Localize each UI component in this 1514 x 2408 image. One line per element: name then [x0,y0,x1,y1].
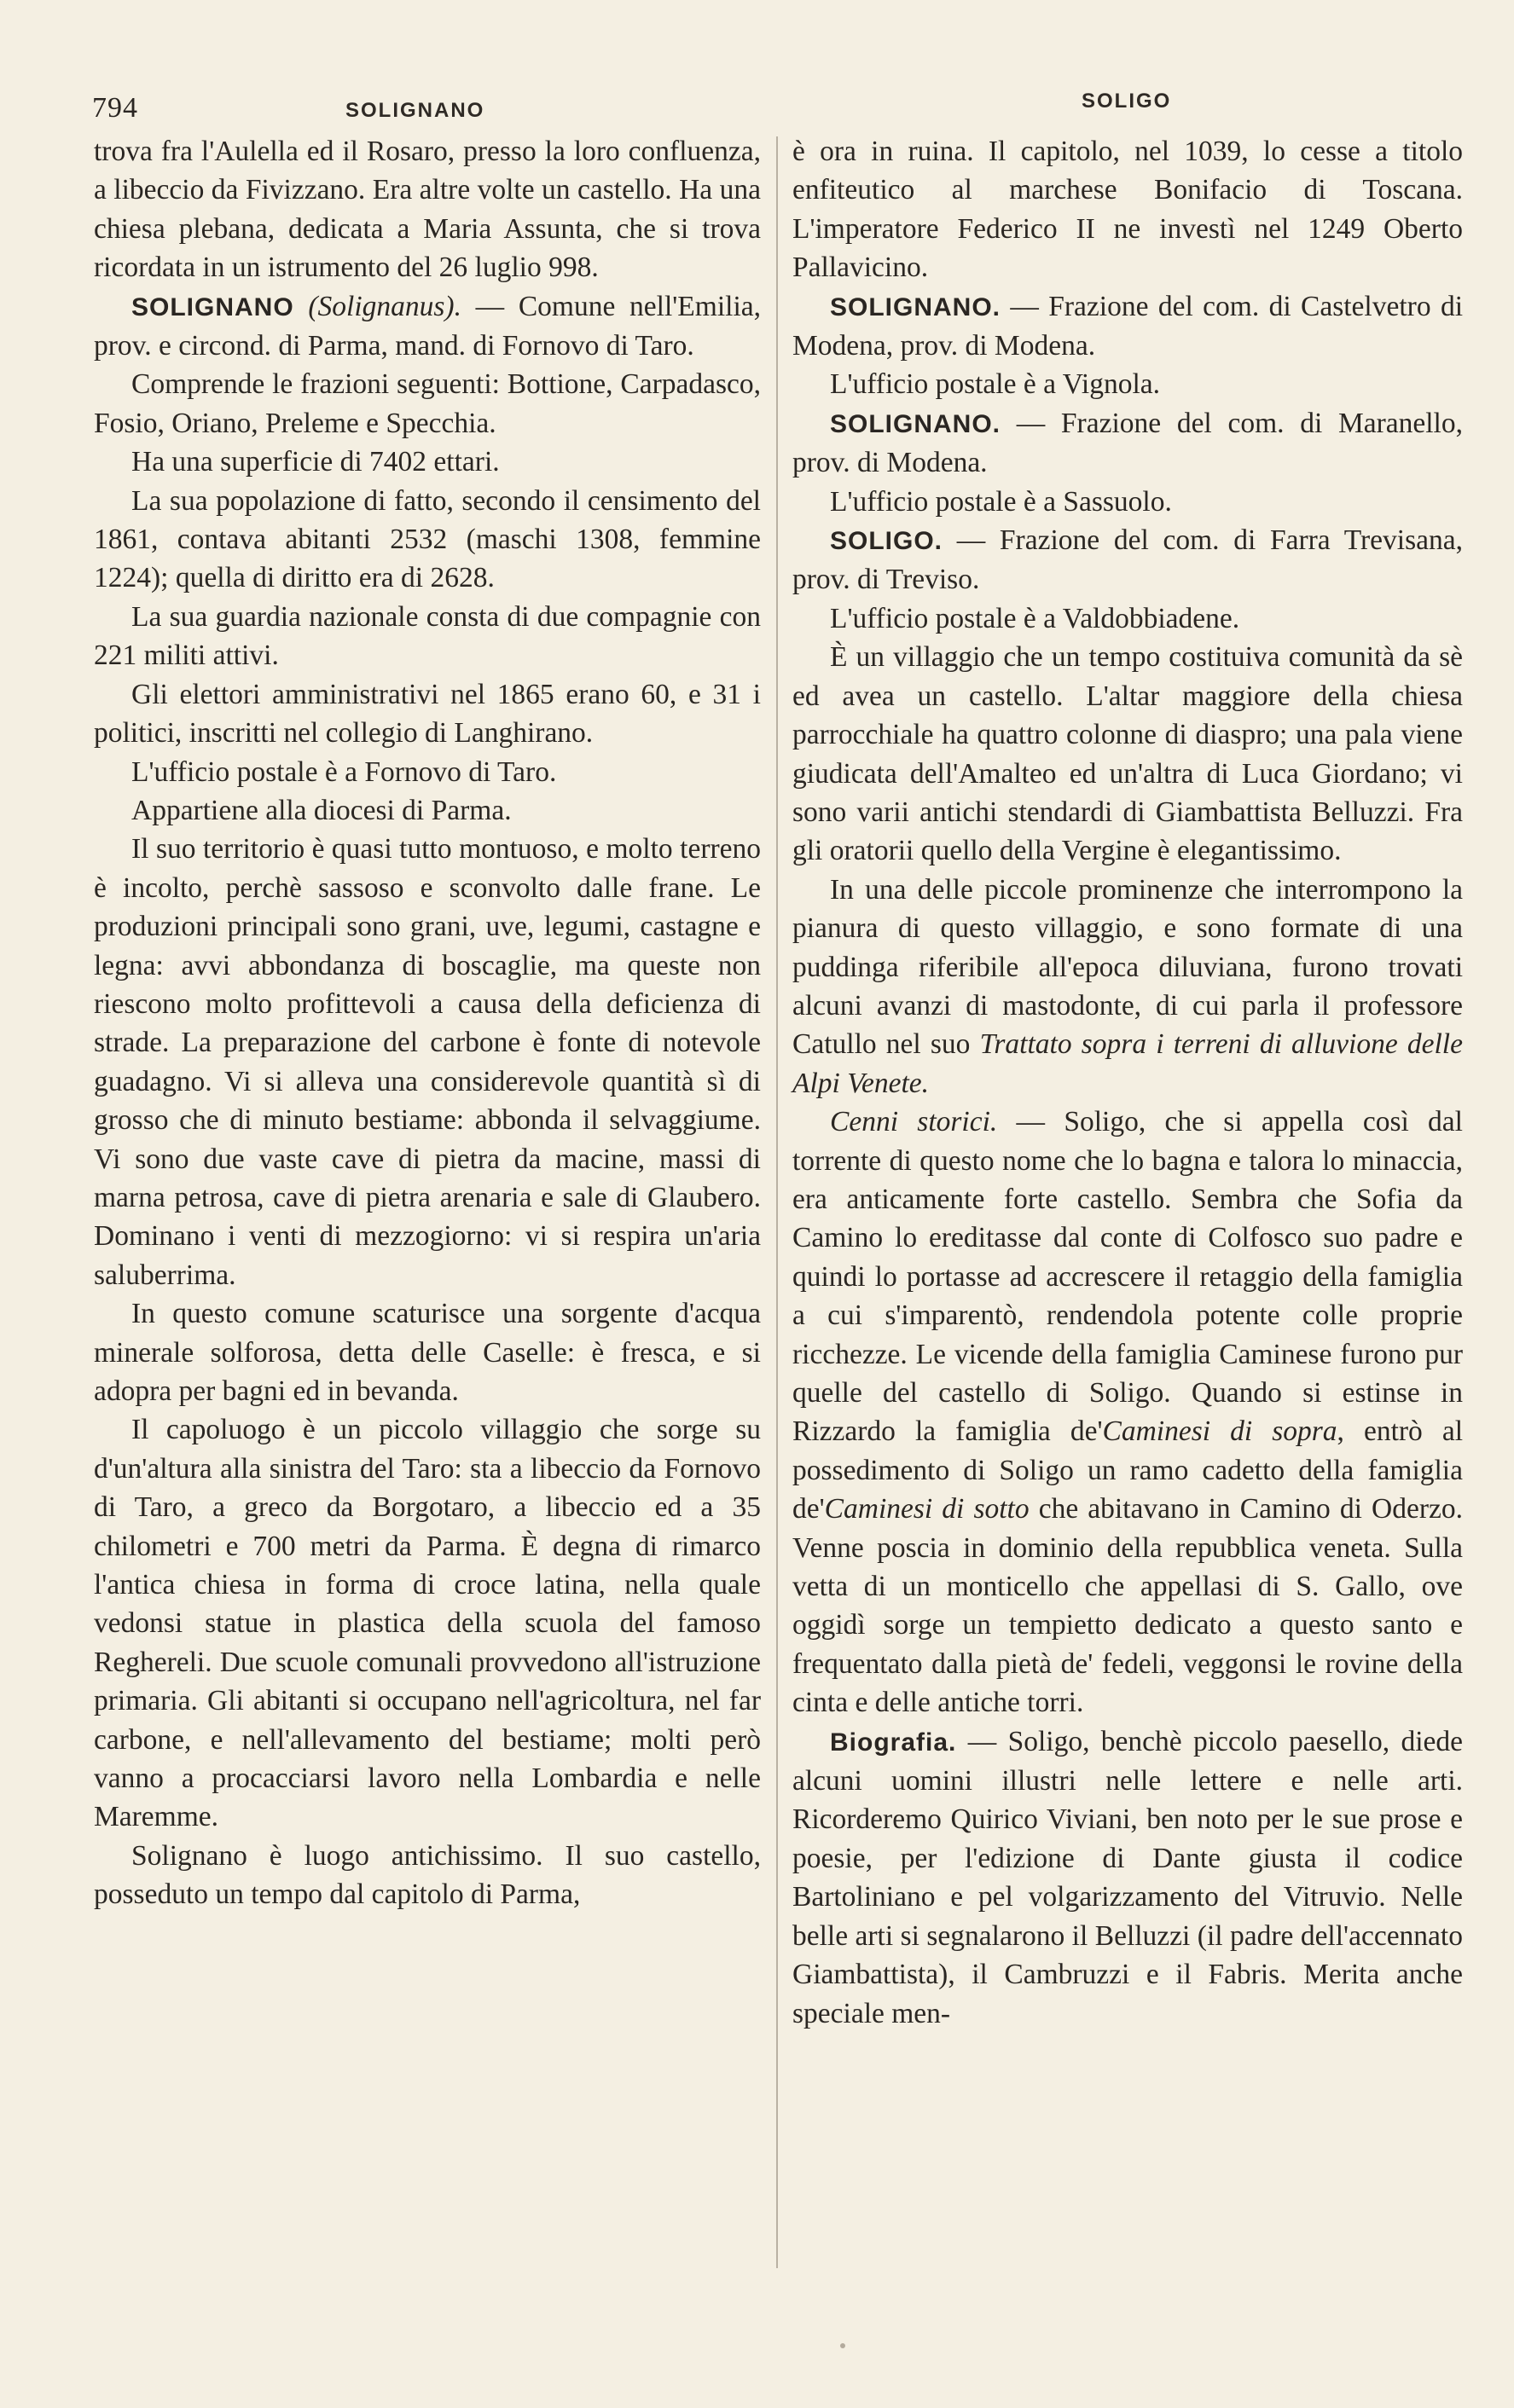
paragraph: Il suo territorio è quasi tutto montuoso, e molto terreno è incolto, perchè sassoso e sconvolto dalle frane. Le produzioni principali sono grani, uve, legumi, castagne e legna: avvi abbondanza di boscaglie, ma queste non riescono molto profittevoli a causa della deficienza di strade. La preparazione del carbone è fonte di notevole guadagno. Vi si alleva una considerevole quantità sì di grosso che di minuto bestiame: abbonda il selvaggiume. Vi sono due vaste cave di pietra da macine, massi di marna petrosa, cave di pietra arenaria e sale di Glaubero. Dominano i venti di mezzogiorno: vi si respira un'aria saluberrima. [94,833,761,1291]
left-column [94,132,761,1914]
paper-speck [840,2343,845,2348]
latin-name: (Solignanus). [308,290,461,322]
entry-headword: SOLIGO. [830,527,943,556]
paragraph: Appartiene alla diocesi di Parma. [131,794,512,826]
entry-solignano-parma [94,287,761,366]
section-cenni-storici [792,1103,1463,1722]
paragraph: trova fra l'Aulella ed il Rosaro, presso la loro confluenza, a libeccio da Fivizzano. Era altre volte un castello. Ha una chiesa plebana, dedicata a Maria Assunta, che si trova ricordata in un istrumento del 26 luglio 998. [94,136,761,284]
paragraph: è ora in ruina. Il capitolo, nel 1039, lo cesse a titolo enfiteutico al marchese Bonifacio di Toscana. L'imperatore Federico II ne investì nel 1249 Oberto Pallavicino. [792,136,1463,284]
entry-soligo [792,521,1463,599]
paragraph: L'ufficio postale è a Valdobbiadene. [830,602,1240,634]
entry-headword: SOLIGNANO [131,292,294,321]
paragraph: La sua guardia nazionale consta di due compagnie con 221 militi attivi. [94,600,761,672]
text-run: , entrò al possedimento di Soligo un ramo cadetto della famiglia de' [792,1415,1463,1525]
text-run: che abitavano in Camino di Oderzo. Venne poscia in dominio della repubblica veneta. Sulla vetta di un monticello che appellasi di S. Gallo, ove oggidì sorge un tempietto dedicato a questo santo e frequentato dalla pietà de' fedeli, veggonsi le rovine della cinta e delle antiche torri. [792,1493,1463,1719]
running-head-right: SOLIGO [1082,90,1172,113]
entry-text: — Comune nell'Emilia, prov. e circond. di Parma, mand. di Fornovo di Taro. [94,290,761,362]
paragraph: Ha una superficie di 7402 ettari. [131,446,500,478]
section-label: Cenni storici. [830,1106,998,1138]
entry-text: — Frazione del com. di Maranello, prov. di Modena. [792,407,1463,479]
paragraph: È un villaggio che un tempo costituiva comunità da sè ed avea un castello. L'altar maggiore della chiesa parrocchiale ha quattro colonne di diaspro; una pala viene giudicata dell'Amalteo ed un'altra di Luca Giordano; vi sono varii antichi stendardi di Giambattista Belluzzi. Fra gli oratorii quello della Vergine è elegantissimo. [792,641,1463,867]
italic-phrase: Caminesi di sotto [824,1493,1030,1525]
paragraph: L'ufficio postale è a Sassuolo. [830,485,1172,518]
text-run: — Soligo, benchè piccolo paesello, diede alcuni uomini illustri nelle lettere e nelle arti. Ricorderemo Quirico Viviani, ben noto per le sue prose e poesie, per l'edizione di Dante giusta il codice Bartoliniano e pel volgarizzamento del Vitruvio. Nelle belle arti si segnalarono il Belluzzi (il padre dell'accennato Giambattista), il Cambruzzi e il Fabris. Merita anche speciale men- [792,1725,1463,2029]
paragraph: La sua popolazione di fatto, secondo il censimento del 1861, contava abitanti 2532 (maschi 1308, femmine 1224); quella di diritto era di 2628. [94,484,761,594]
entry-headword: SOLIGNANO. [830,292,1001,321]
entry-headword: SOLIGNANO. [830,409,1001,438]
paragraph: Solignano è luogo antichissimo. Il suo castello, posseduto un tempo dal capitolo di Parma, [94,1839,761,1911]
entry-text: — Frazione del com. di Castelvetro di Modena, prov. di Modena. [792,290,1463,362]
paragraph: Gli elettori amministrativi nel 1865 erano 60, e 31 i politici, inscritti nel collegio di Langhirano. [94,678,761,750]
italic-phrase: Caminesi di sopra [1102,1415,1337,1448]
page-number: 794 [92,92,138,124]
section-biografia [792,1722,1463,2033]
text-run: In una delle piccole prominenze che interrompono la pianura di questo villaggio, e sono formate di una puddinga riferibile all'epoca diluviana, furono trovati alcuni avanzi di mastodonte, di cui parla il professore Catullo nel suo [792,873,1463,1061]
column-divider [776,136,778,2268]
entry-text: — Frazione del com. di Farra Trevisana, prov. di Treviso. [792,524,1463,596]
paragraph: L'ufficio postale è a Fornovo di Taro. [131,755,557,788]
running-head-left: SOLIGNANO [345,99,485,122]
text-run: — Soligo, che si appella così dal torrente di questo nome che lo bagna e talora lo minaccia, era anticamente forte castello. Sembra che Sofia da Camino lo ereditasse dal conte di Colfosco suo padre e quindi lo portasse ad accrescere il retaggio della famiglia a cui s'imparentò, rendendola potente colle proprie ricchezze. Le vicende della famiglia Caminese furono pur quelle del castello di Soligo. Quando si estinse in Rizzardo la famiglia de' [792,1106,1463,1448]
paragraph [792,871,1463,1103]
section-label: Biografia. [830,1728,957,1757]
right-column [792,132,1463,2033]
book-title: Trattato sopra i terreni di alluvione delle Alpi Venete. [792,1028,1463,1099]
paragraph: In questo comune scaturisce una sorgente d'acqua minerale solforosa, detta delle Caselle: è fresca, e si adopra per bagni ed in bevanda. [94,1298,761,1407]
paragraph: Il capoluogo è un piccolo villaggio che sorge su d'un'altura alla sinistra del Taro: sta a libeccio da Fornovo di Taro, a greco da Borgotaro, a libeccio ed a 35 chilometri e 700 metri da Parma. È degna di rimarco l'antica chiesa in forma di croce latina, nella quale vedonsi statue in plastica della scuola del famoso Reghereli. Due scuole comunali provvedono all'istruzione primaria. Gli abitanti si occupano nell'agricoltura, nel far carbone, e nell'allevamento del bestiame; molti però vanno a procacciarsi lavoro nella Lombardia e nelle Maremme. [94,1414,761,1833]
entry-solignano-castelvetro [792,287,1463,366]
paragraph: L'ufficio postale è a Vignola. [830,368,1161,401]
entry-solignano-maranello [792,404,1463,483]
paragraph: Comprende le frazioni seguenti: Bottione, Carpadasco, Fosio, Oriano, Preleme e Specchia. [94,368,761,439]
